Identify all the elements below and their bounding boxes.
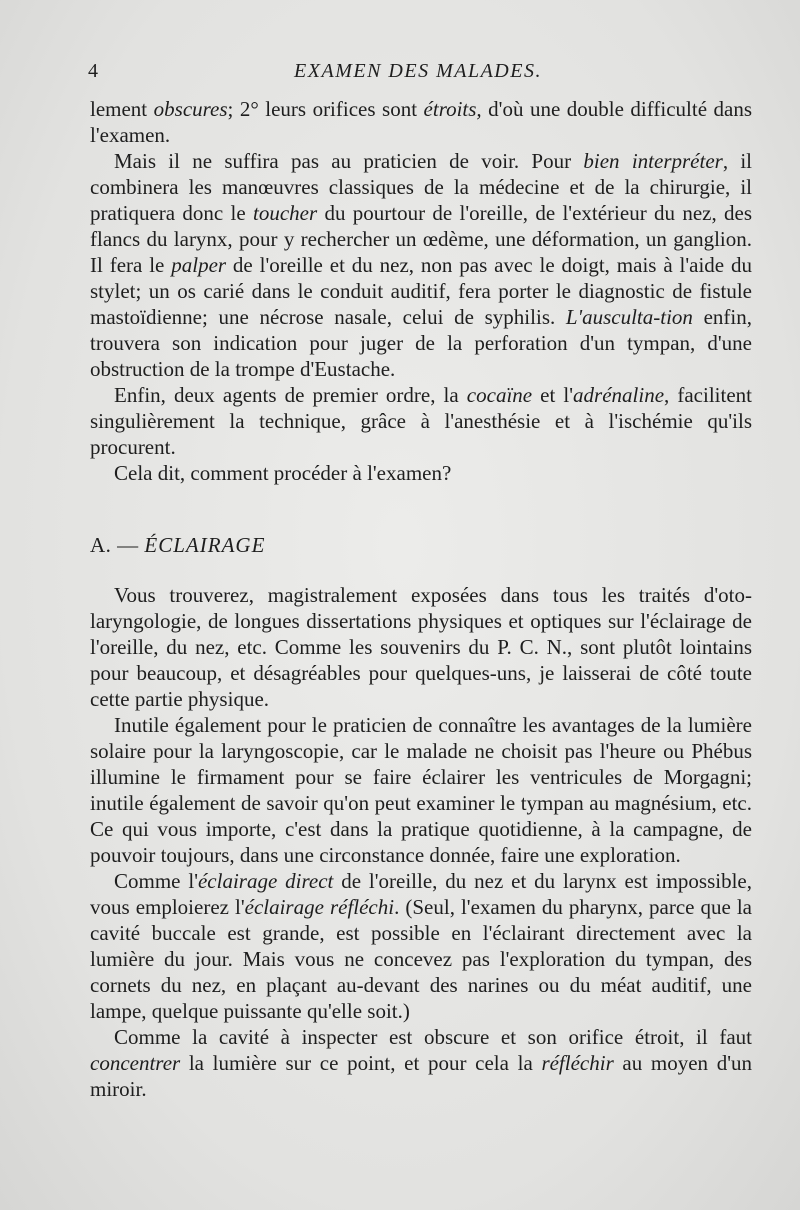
page-header xyxy=(88,60,748,90)
page-body xyxy=(90,96,752,1102)
italic-text: palper xyxy=(171,253,227,277)
italic-text: éclairage réfléchi xyxy=(244,895,395,919)
section-label: A. — xyxy=(90,533,139,557)
paragraph xyxy=(90,460,752,486)
paragraph xyxy=(90,148,752,382)
text-run: , facilitent singulièrement la technique, grâce à l'anesthésie et à l'ischémie qu'ils procurent. xyxy=(90,383,752,459)
italic-text: cocaïne xyxy=(466,383,533,407)
paragraph xyxy=(90,868,752,1024)
paragraph xyxy=(90,582,752,712)
text-run: de l'oreille, du nez et du larynx est impossible, vous emploierez l' xyxy=(90,869,752,919)
text-run: Comme la cavité à inspecter est obscure et son orifice étroit, il faut xyxy=(114,1025,752,1049)
text-run: Cela dit, comment procéder à l'examen? xyxy=(114,461,452,485)
text-run: d'où une double difficulté dans l'examen. xyxy=(90,97,752,147)
text-run: , il combinera les manœuvres classiques de la médecine et de la chirurgie, il pratiquera donc le xyxy=(90,149,753,225)
intro-paragraphs xyxy=(90,96,752,486)
italic-text: éclairage direct xyxy=(197,869,334,893)
italic-text: bien interpréter xyxy=(583,149,723,173)
running-title: EXAMEN DES MALADES. xyxy=(294,60,542,82)
text-run: Mais il ne suffira pas au praticien de voir. Pour xyxy=(114,149,584,173)
text-run: au moyen d'un miroir. xyxy=(90,1051,752,1101)
italic-text: obscures xyxy=(153,97,228,121)
text-run: du pourtour de l'oreille, de l'extérieur du nez, des flancs du larynx, pour y rechercher un œdème, une déformation, un ganglion. Il fera le xyxy=(90,201,753,277)
text-run: . (Seul, l'examen du pharynx, parce que la cavité buccale est grande, est possible en l'éclairant directement avec la lumière du jour. Mais vous ne concevez pas l'exploration du tympan, des cornets du nez, en plaçant au-devant des narines ou du méat auditif, une lampe, quelque puissante qu'elle soit.) xyxy=(90,895,752,1023)
text-run: lement xyxy=(90,97,154,121)
text-run: la lumière sur ce point, et pour cela la xyxy=(180,1051,542,1075)
italic-text: réfléchir xyxy=(541,1051,614,1075)
section-paragraphs xyxy=(90,582,752,1102)
paragraph xyxy=(90,382,752,460)
section-title: ÉCLAIRAGE xyxy=(144,533,266,557)
text-run: Enfin, deux agents de premier ordre, la xyxy=(114,383,467,407)
text-run: et l' xyxy=(532,383,574,407)
paragraph xyxy=(90,712,752,868)
text-run: de l'oreille et du nez, non pas avec le doigt, mais à l'aide du stylet; un os carié dans le conduit auditif, fera porter le diagnostic de fistule mastoïdienne; une nécrose nasale, celui de syphilis. xyxy=(90,253,752,329)
italic-text: étroits, xyxy=(423,97,482,121)
text-run: Comme l' xyxy=(114,869,198,893)
text-run: Vous trouverez, magistralement exposées dans tous les traités d'oto-laryngologie, de longues dissertations physiques et optiques sur l'éclairage de l'oreille, du nez, etc. Comme les souvenirs du P. C. N., sont plutôt lointains pour beaucoup, et désagréables pour quelques-uns, je laisserai de côté toute cette partie physique. xyxy=(90,583,752,711)
italic-text: toucher xyxy=(253,201,318,225)
text-run: Inutile également pour le praticien de connaître les avantages de la lumière solaire pour la laryngoscopie, car le malade ne choisit pas l'heure ou Phébus illumine le firmament pour se faire éclairer les ventricules de Morgagni; inutile également de savoir qu'on peut examiner le tympan au magnésium, etc. Ce qui vous importe, c'est dans la pratique quotidienne, à la campagne, de pouvoir toujours, dans une circonstance donnée, faire une exploration. xyxy=(90,713,752,867)
italic-text: L'ausculta-tion xyxy=(565,305,693,329)
italic-text: concentrer xyxy=(90,1051,181,1075)
text-run: enfin, trouvera son indication pour juger de la perforation d'un tympan, d'une obstruction de la trompe d'Eustache. xyxy=(90,305,752,381)
text-run: ; 2° leurs orifices sont xyxy=(227,97,424,121)
paragraph xyxy=(90,96,752,148)
paragraph xyxy=(90,1024,752,1102)
section-heading xyxy=(90,532,752,558)
italic-text: adrénaline xyxy=(573,383,665,407)
page-number: 4 xyxy=(88,60,100,82)
